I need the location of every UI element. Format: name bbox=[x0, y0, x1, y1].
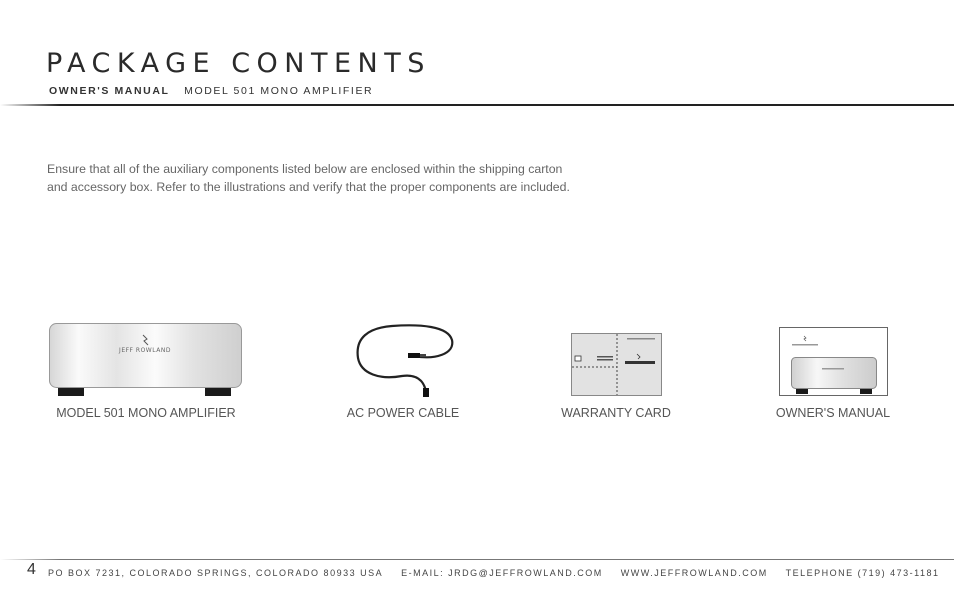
item-amplifier bbox=[49, 320, 243, 420]
footer-rule-fade bbox=[0, 559, 60, 560]
amplifier-icon bbox=[49, 320, 243, 398]
footer-rule bbox=[38, 559, 954, 560]
document-label: OWNER'S MANUAL bbox=[49, 85, 170, 97]
warranty-card-icon bbox=[561, 320, 671, 398]
item-caption: MODEL 501 MONO AMPLIFIER bbox=[56, 406, 236, 420]
header-rule-fade bbox=[0, 104, 60, 106]
intro-line-2: and accessory box. Refer to the illustrations and verify that the proper components are included. bbox=[47, 180, 570, 194]
item-owners-manual bbox=[774, 320, 892, 420]
model-label: MODEL 501 MONO AMPLIFIER bbox=[184, 85, 374, 97]
amplifier-brand-text: JEFF ROWLAND bbox=[119, 347, 171, 354]
footer-contact bbox=[48, 568, 954, 578]
page-number: 4 bbox=[27, 561, 36, 578]
manual-icon bbox=[774, 320, 892, 398]
power-cable-icon bbox=[340, 320, 466, 398]
item-caption: AC POWER CABLE bbox=[346, 406, 460, 420]
footer-address: PO BOX 7231, COLORADO SPRINGS, COLORADO 80933 USA bbox=[48, 568, 384, 578]
page-title: PACKAGE CONTENTS bbox=[46, 48, 431, 79]
intro-line-1: Ensure that all of the auxiliary components listed below are enclosed within the shipping carton bbox=[47, 162, 563, 176]
item-power-cable bbox=[340, 320, 466, 420]
footer-email: E-MAIL: JRDG@JEFFROWLAND.COM bbox=[401, 568, 603, 578]
item-caption: OWNER'S MANUAL bbox=[775, 406, 891, 420]
item-caption: WARRANTY CARD bbox=[561, 406, 671, 420]
header-rule bbox=[32, 104, 954, 106]
item-warranty-card bbox=[561, 320, 671, 420]
intro-text bbox=[47, 160, 647, 196]
footer-telephone: TELEPHONE (719) 473-1181 bbox=[785, 568, 940, 578]
page-subtitle bbox=[49, 85, 373, 97]
footer-website: WWW.JEFFROWLAND.COM bbox=[620, 568, 768, 578]
